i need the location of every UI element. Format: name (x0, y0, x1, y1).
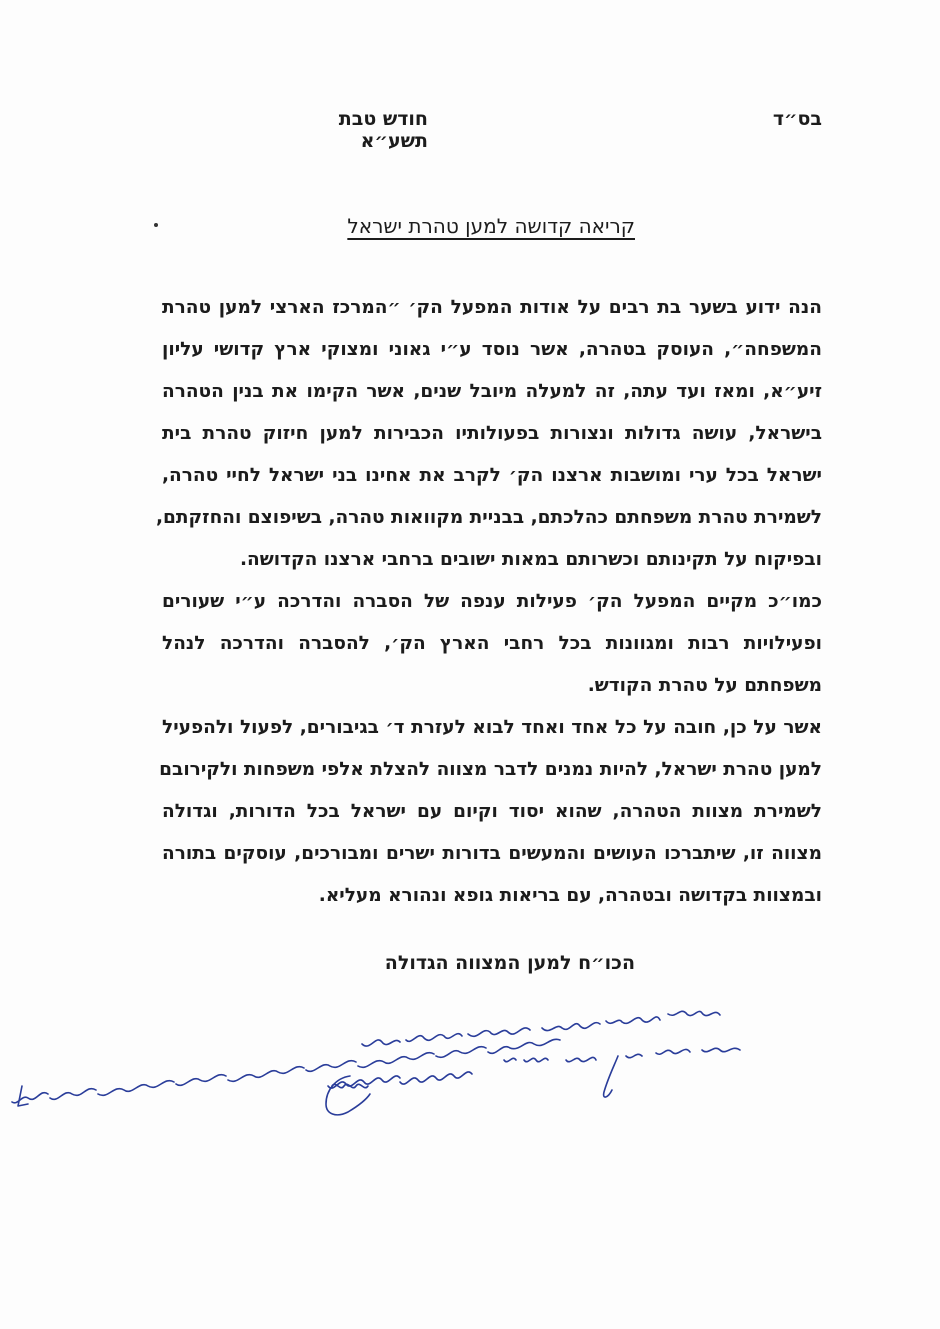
body-line: ופעילויות רבות ומגוונות בכל רחבי הארץ הק׳, להסברה והדרכה לנהל (162, 633, 822, 654)
body-line: אשר על כן, חובה על כל אחד ואחד לבוא לעזרת ד׳ בגיבורים, לפעול ולהפעיל (162, 717, 822, 738)
handwriting-stroke (504, 1058, 548, 1061)
handwriting-stroke (12, 1039, 560, 1103)
body-line: למען טהרת ישראל, להיות נמנים לדבר מצווה להצלת אלפי משפחות ולקירובם (159, 759, 822, 780)
stray-mark (154, 223, 158, 227)
handwritten-signatures (0, 990, 940, 1140)
body-line: ובפיקוח על תקינותם וכשרותם במאות ישובים ברחבי ארצנו הקדושה. (240, 549, 822, 570)
body-line: הנה ידוע בשער בת רבים על אודות המפעל הק׳ ״המרכז הארצי למען טהרת (162, 297, 822, 318)
body-line: מצווה זו, שיתברכו העושים והמעשים בדורות ישרים ומבורכים, עוסקים בתורה (162, 843, 822, 864)
handwriting-stroke (332, 1084, 368, 1087)
handwriting-stroke (626, 1048, 740, 1057)
handwriting-stroke (362, 1011, 720, 1046)
body-line: זיע״א, ומאז ועד עתה, זה למעלה מיובל שנים, אשר הקימו את בנין הטהרה (162, 381, 822, 402)
body-line: המשפחה״, העוסק בטהרה, אשר נוסד ע״י גאוני ומצוקי ארץ קדושי עליון (162, 339, 822, 360)
letter-title: קריאה קדושה למען טהרת ישראל (347, 214, 635, 238)
body-line: משפחתם על טהרת הקודש. (587, 675, 822, 696)
body-line: ישראל בכל ערי ומושבות ארצנו הק׳ לקרב את אחינו בני ישראל לחיי טהרה, (162, 465, 822, 486)
body-line: כמו״כ מקיים המפעל הק׳ פעילות ענפה של הסברה והדרכה ע״י שעורים (162, 591, 822, 612)
body-line: לשמירת טהרת משפחתם כהלכתם, בבניית מקוואות טהרה, בשיפוצם והחזקתם, (156, 507, 822, 528)
closing-line: הכו״ח למען המצווה הגדולה (384, 952, 635, 974)
body-line: ובמצוות בקדושה ובטהרה, עם בריאות גופא ונהורא מעליא. (318, 885, 822, 906)
handwriting-stroke (566, 1056, 618, 1097)
body-line: בישראל, עושה גדולות ונצורות בפעולותיו הכבירות למען חיזוק טהרת בית (162, 423, 822, 444)
header-date: חודש טבת תשע״א (338, 108, 428, 152)
body-line: לשמירת מצוות הטהרה, שהוא יסוד וקיום עם ישראל בכל הדורות, וגדולה (162, 801, 822, 822)
handwriting-stroke (18, 1086, 28, 1106)
header-bsd: בס״ד (772, 108, 822, 130)
